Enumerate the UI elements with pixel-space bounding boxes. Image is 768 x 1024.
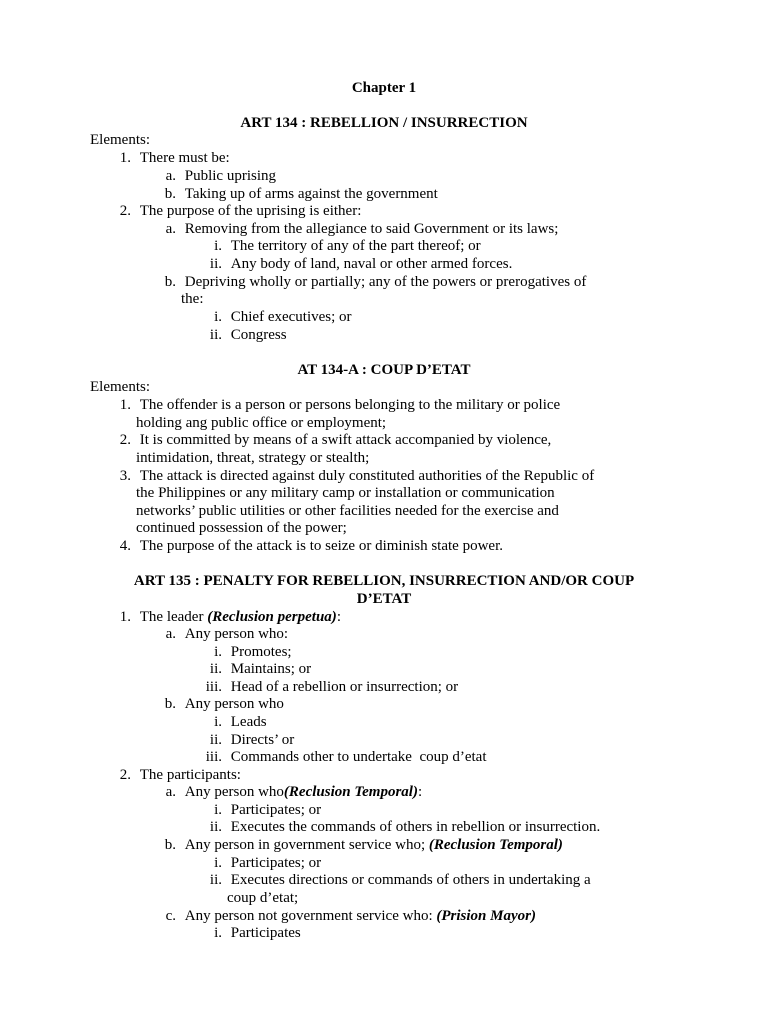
list-marker: b.	[164, 696, 176, 712]
list-marker: i.	[214, 238, 222, 254]
list-text-suffix: :	[336, 609, 341, 625]
art135-item-2	[113, 767, 241, 785]
list-text-plain: Any person not government service who:	[184, 908, 437, 924]
art135-item-1a	[158, 626, 288, 644]
art134a-item-3	[113, 468, 594, 486]
list-marker: i.	[214, 855, 222, 871]
list-marker: c.	[165, 908, 176, 924]
list-marker: ii.	[209, 732, 222, 748]
art134-item-2	[113, 203, 361, 221]
art134a-item-1-cont: holding ang public office or employment;	[136, 415, 387, 431]
art134-item-2b-cont: the:	[181, 291, 204, 307]
penalty-label: (Reclusion Temporal)	[283, 784, 418, 800]
list-text	[185, 837, 563, 853]
list-marker: i.	[214, 714, 222, 730]
list-marker: ii.	[209, 256, 222, 272]
list-text	[185, 784, 422, 800]
list-text: Maintains; or	[230, 661, 312, 677]
list-marker: a.	[165, 221, 176, 237]
art134a-elements-label: Elements:	[90, 379, 150, 395]
list-text-plain: Any person in government service who;	[184, 837, 429, 853]
list-marker: a.	[165, 626, 176, 642]
art135-heading-line-2: D’ETAT	[356, 591, 412, 607]
list-marker: i.	[214, 644, 222, 660]
art134a-item-2-cont: intimidation, threat, strategy or stealth;	[136, 450, 370, 466]
art135-item-2c-i	[196, 925, 301, 943]
art134a-item-2	[113, 432, 551, 450]
list-text: There must be:	[139, 150, 230, 166]
penalty-label: (Prision Mayor)	[436, 908, 536, 924]
art134a-item-3-cont-3: continued possession of the power;	[136, 520, 347, 536]
list-marker: ii.	[209, 872, 222, 888]
art134-item-2a-ii	[196, 256, 512, 274]
art135-item-1b-iii	[196, 749, 487, 767]
list-text: Congress	[230, 327, 287, 343]
art135-item-1a-ii	[196, 661, 311, 679]
list-marker: ii.	[209, 327, 222, 343]
art134-elements-label: Elements:	[90, 132, 150, 148]
list-text: Depriving wholly or partially; any of the powers or prerogatives of	[184, 274, 587, 290]
list-marker: iii.	[205, 749, 222, 765]
list-marker: i.	[214, 309, 222, 325]
art135-item-2b	[158, 837, 563, 855]
list-marker: a.	[165, 784, 176, 800]
list-text: It is committed by means of a swift attack accompanied by violence,	[139, 432, 552, 448]
list-text: Taking up of arms against the government	[184, 186, 438, 202]
list-text: Participates	[230, 925, 301, 941]
list-text: Directs’ or	[230, 732, 295, 748]
list-text	[140, 609, 341, 625]
list-text: Chief executives; or	[230, 309, 352, 325]
art135-item-2a-i	[196, 802, 321, 820]
list-text: The purpose of the attack is to seize or diminish state power.	[139, 538, 503, 554]
art134-item-2a	[158, 221, 558, 239]
art135-item-2c	[158, 908, 536, 926]
list-text: Removing from the allegiance to said Government or its laws;	[184, 221, 559, 237]
art135-item-1b-i	[196, 714, 267, 732]
art135-item-1	[113, 609, 341, 627]
list-text: Executes the commands of others in rebellion or insurrection.	[230, 819, 601, 835]
list-text: Head of a rebellion or insurrection; or	[230, 679, 459, 695]
list-marker: 3.	[119, 468, 131, 484]
list-text: The attack is directed against duly constituted authorities of the Republic of	[139, 468, 595, 484]
list-marker: i.	[214, 802, 222, 818]
art135-item-1a-iii	[196, 679, 458, 697]
art134-item-2b	[158, 274, 586, 292]
list-marker: 2.	[119, 203, 131, 219]
art134-heading: ART 134 : REBELLION / INSURRECTION	[240, 115, 528, 131]
penalty-label: (Reclusion Temporal)	[428, 837, 563, 853]
art134-item-1b	[158, 186, 438, 204]
art135-item-2b-ii-cont: coup d’etat;	[227, 890, 299, 906]
list-text: Participates; or	[230, 802, 322, 818]
list-text: The participants:	[139, 767, 241, 783]
list-marker: 1.	[119, 397, 131, 413]
list-text: Public uprising	[184, 168, 277, 184]
list-text-suffix: :	[417, 784, 423, 800]
art135-item-2b-ii	[196, 872, 591, 890]
art135-item-1b-ii	[196, 732, 294, 750]
art134a-heading: AT 134-A : COUP D’ETAT	[297, 362, 471, 378]
list-marker: ii.	[209, 819, 222, 835]
art134-item-1a	[158, 168, 276, 186]
art134-item-1	[113, 150, 230, 168]
art134a-item-1	[113, 397, 560, 415]
art134a-item-3-cont-1: the Philippines or any military camp or installation or communication	[136, 485, 555, 501]
list-text: Any person who:	[184, 626, 289, 642]
art135-item-2a	[158, 784, 422, 802]
list-text: Any person who	[184, 696, 284, 712]
list-text: The territory of any of the part thereof; or	[230, 238, 481, 254]
list-text: The purpose of the uprising is either:	[139, 203, 362, 219]
penalty-label: (Reclusion perpetua)	[207, 609, 337, 625]
art134-item-2b-i	[196, 309, 352, 327]
art135-item-2b-i	[196, 855, 321, 873]
list-marker: 2.	[119, 432, 131, 448]
art134a-item-3-cont-2: networks’ public utilities or other facilities needed for the exercise and	[136, 503, 559, 519]
art135-item-1b	[158, 696, 284, 714]
list-marker: i.	[214, 925, 222, 941]
list-text	[185, 908, 536, 924]
list-text-plain: Any person who	[184, 784, 284, 800]
list-marker: 1.	[119, 609, 131, 625]
list-marker: b.	[164, 186, 176, 202]
list-text: Any body of land, naval or other armed forces.	[230, 256, 513, 272]
list-marker: 1.	[119, 150, 131, 166]
list-marker: ii.	[209, 661, 222, 677]
chapter-title: Chapter 1	[351, 80, 417, 96]
list-marker: b.	[164, 837, 176, 853]
art134a-item-4	[113, 538, 503, 556]
art134-item-2a-i	[196, 238, 481, 256]
art135-item-2a-ii	[196, 819, 600, 837]
list-marker: b.	[164, 274, 176, 290]
list-marker: 2.	[119, 767, 131, 783]
list-text: Participates; or	[230, 855, 322, 871]
list-text: Commands other to undertake coup d’etat	[230, 749, 487, 765]
list-text-plain: The leader	[139, 609, 208, 625]
list-text: Promotes;	[230, 644, 292, 660]
list-text: Leads	[230, 714, 267, 730]
list-text: The offender is a person or persons belonging to the military or police	[139, 397, 561, 413]
list-marker: a.	[165, 168, 176, 184]
list-marker: 4.	[119, 538, 131, 554]
art134-item-2b-ii	[196, 327, 287, 345]
list-text: Executes directions or commands of others in undertaking a	[230, 872, 591, 888]
list-marker: iii.	[205, 679, 222, 695]
art135-heading-line-1: ART 135 : PENALTY FOR REBELLION, INSURRECTION AND/OR COUP	[133, 573, 635, 589]
art135-item-1a-i	[196, 644, 292, 662]
